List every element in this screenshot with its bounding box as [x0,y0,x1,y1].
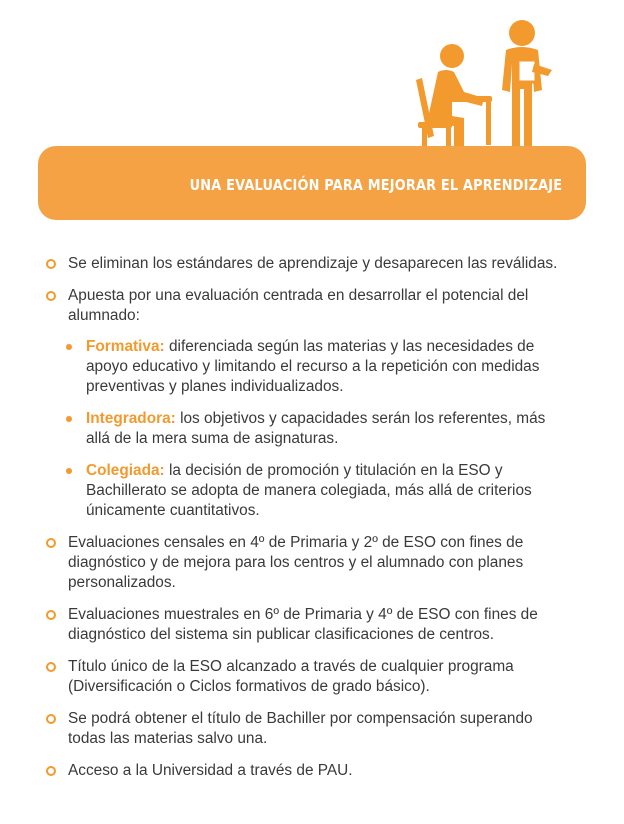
bullet-list [46,254,566,793]
dot-bullet-icon [66,344,72,350]
banner-title: UNA EVALUACIÓN PARA MEJORAR EL APRENDIZAJE [189,176,562,194]
sub-list-item: Colegiada: la decisión de promoción y titulación en la ESO y Bachillerato se adopta de manera colegiada, más allá de criterios únicamente cuantitativos. [46,461,566,521]
ring-bullet-icon [46,610,56,620]
dot-bullet-icon [66,416,72,422]
ring-bullet-icon [46,766,56,776]
list-item: Apuesta por una evaluación centrada en desarrollar el potencial del alumnado: [46,286,566,326]
ring-bullet-icon [46,291,56,301]
list-item: Se eliminan los estándares de aprendizaje y desaparecen las reválidas. [46,254,566,274]
list-item: Evaluaciones muestrales en 6º de Primaria y 4º de ESO con fines de diagnóstico del sistema sin publicar clasificaciones de centros. [46,605,566,645]
ring-bullet-icon [46,714,56,724]
ring-bullet-icon [46,538,56,548]
teacher-figure [502,20,552,147]
list-item: Se podrá obtener el título de Bachiller por compensación superando todas las materias salvo una. [46,709,566,749]
term-label: Integradora: [86,410,176,427]
list-item: Título único de la ESO alcanzado a través de cualquier programa (Diversificación o Ciclos formativos de grado básico). [46,657,566,697]
term-label: Colegiada: [86,462,165,479]
section-banner [38,146,586,220]
sub-list-item: Formativa: diferenciada según las materias y las necesidades de apoyo educativo y limitando el recurso a la repetición con medidas preventivas y planes individualizados. [46,337,566,397]
list-item: Evaluaciones censales en 4º de Primaria y 2º de ESO con fines de diagnóstico y de mejora para los centros y el alumnado con planes personalizados. [46,533,566,593]
term-label: Formativa: [86,338,165,355]
ring-bullet-icon [46,662,56,672]
sub-list-item: Integradora: los objetivos y capacidades serán los referentes, más allá de la mera suma de asignaturas. [46,409,566,449]
dot-bullet-icon [66,468,72,474]
ring-bullet-icon [46,259,56,269]
list-item: Acceso a la Universidad a través de PAU. [46,761,566,781]
student-teacher-icon [0,0,624,160]
student-figure [416,44,492,148]
